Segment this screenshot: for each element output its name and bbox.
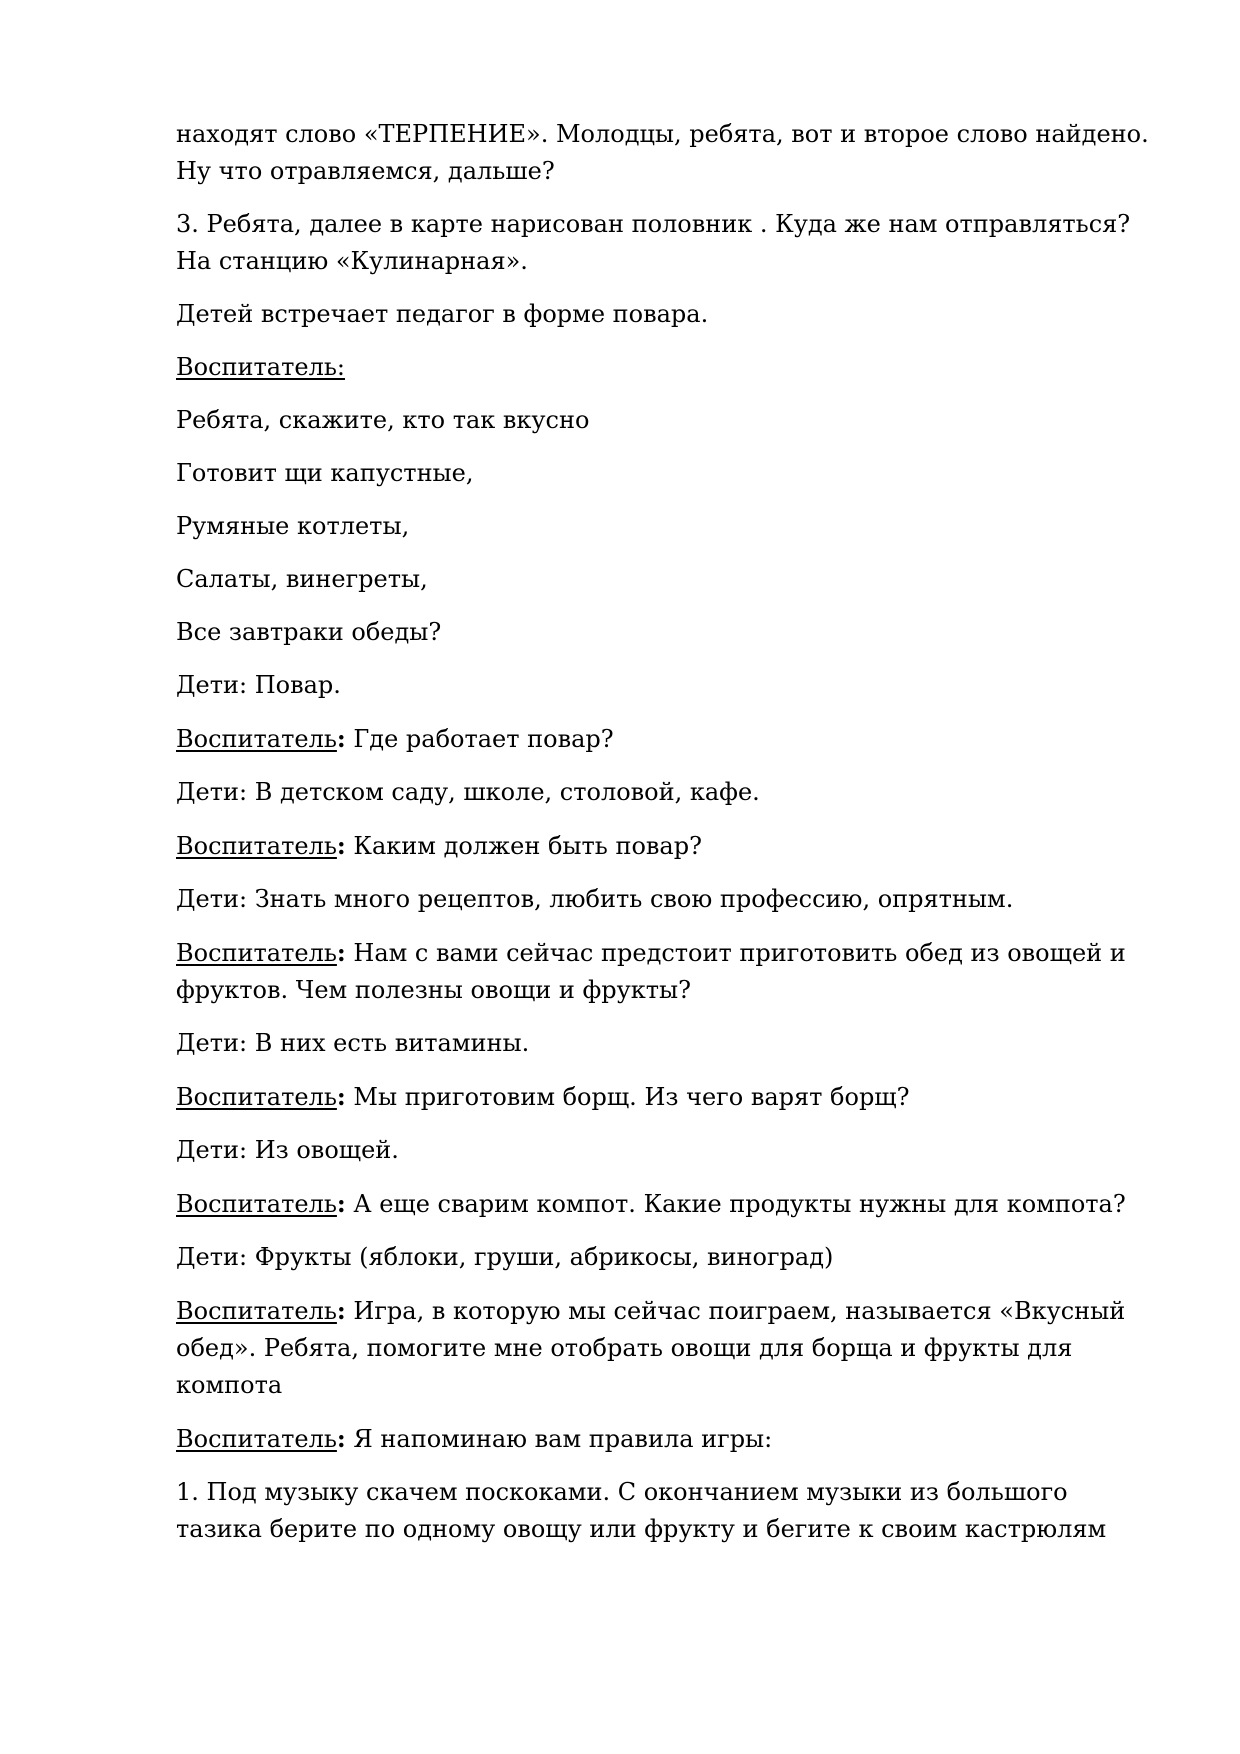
paragraph-text: Я напоминаю вам правила игры: xyxy=(345,1425,773,1453)
paragraph-text: 3. Ребята, далее в карте нарисован половник . Куда же нам отправляться? На станцию «Кулинарная». xyxy=(176,210,1131,275)
speaker-label: Воспитатель xyxy=(176,725,337,753)
speaker-label: Воспитатель xyxy=(176,832,337,860)
paragraph-text: Румяные котлеты, xyxy=(176,512,410,540)
paragraph xyxy=(176,1239,1156,1276)
paragraph-text: Дети: Фрукты (яблоки, груши, абрикосы, виноград) xyxy=(176,1243,834,1271)
paragraph-text: А еще сварим компот. Какие продукты нужны для компота? xyxy=(345,1190,1126,1218)
speaker-colon: : xyxy=(336,1424,346,1453)
paragraph xyxy=(176,296,1156,333)
paragraph xyxy=(176,455,1156,492)
paragraph xyxy=(176,1078,1156,1116)
paragraph-text: Дети: Повар. xyxy=(176,671,341,699)
paragraph-text: Салаты, винегреты, xyxy=(176,565,428,593)
paragraph-text: Нам с вами сейчас предстоит приготовить обед из овощей и фруктов. Чем полезны овощи и фрукты? xyxy=(176,939,1126,1004)
speaker-colon: : xyxy=(336,724,346,753)
paragraph-text: Мы приготовим борщ. Из чего варят борщ? xyxy=(345,1083,910,1111)
speaker-colon: : xyxy=(336,1296,346,1325)
paragraph-text: Дети: Из овощей. xyxy=(176,1136,399,1164)
speaker-colon: : xyxy=(336,831,346,860)
paragraph-text: Ребята, скажите, кто так вкусно xyxy=(176,406,590,434)
speaker-label: Воспитатель xyxy=(176,1297,337,1325)
paragraph xyxy=(176,720,1156,758)
speaker-label: Воспитатель xyxy=(176,939,337,967)
paragraph-text: Готовит щи капустные, xyxy=(176,459,474,487)
paragraph xyxy=(176,667,1156,704)
speaker-label: Воспитатель xyxy=(176,1190,337,1218)
paragraph xyxy=(176,561,1156,598)
paragraph xyxy=(176,116,1156,190)
paragraph xyxy=(176,614,1156,651)
paragraph xyxy=(176,934,1156,1009)
paragraph-text: 1. Под музыку скачем поскоками. С окончанием музыки из большого тазика берите по одному овощу или фрукту и бегите к своим кастрюлям xyxy=(176,1478,1107,1543)
paragraph xyxy=(176,774,1156,811)
speaker-colon: : xyxy=(336,1082,346,1111)
paragraph-text: Игра, в которую мы сейчас поиграем, называется «Вкусный обед». Ребята, помогите мне отобрать овощи для борща и фрукты для компота xyxy=(176,1297,1126,1399)
paragraph-text: Детей встречает педагог в форме повара. xyxy=(176,300,709,328)
paragraph xyxy=(176,881,1156,918)
paragraph-text: находят слово «ТЕРПЕНИЕ». Молодцы, ребята, вот и второе слово найдено. Ну что отравляемся, дальше? xyxy=(176,120,1149,185)
document-body xyxy=(176,116,1156,1564)
paragraph xyxy=(176,349,1156,386)
paragraph xyxy=(176,827,1156,865)
paragraph-text: Где работает повар? xyxy=(345,725,614,753)
speaker-label: Воспитатель xyxy=(176,1425,337,1453)
paragraph-text: Дети: Знать много рецептов, любить свою профессию, опрятным. xyxy=(176,885,1014,913)
speaker-colon: : xyxy=(336,1189,346,1218)
paragraph xyxy=(176,1474,1156,1548)
paragraph-text: Все завтраки обеды? xyxy=(176,618,442,646)
paragraph xyxy=(176,1025,1156,1062)
paragraph-text: Дети: В детском саду, школе, столовой, кафе. xyxy=(176,778,760,806)
paragraph xyxy=(176,206,1156,280)
paragraph-text: Каким должен быть повар? xyxy=(345,832,702,860)
paragraph xyxy=(176,508,1156,545)
speaker-label: Воспитатель: xyxy=(176,353,345,381)
paragraph xyxy=(176,1132,1156,1169)
paragraph-text: Дети: В них есть витамины. xyxy=(176,1029,530,1057)
paragraph xyxy=(176,1292,1156,1404)
speaker-colon: : xyxy=(336,938,346,967)
paragraph xyxy=(176,1185,1156,1223)
speaker-label: Воспитатель xyxy=(176,1083,337,1111)
paragraph xyxy=(176,1420,1156,1458)
paragraph xyxy=(176,402,1156,439)
